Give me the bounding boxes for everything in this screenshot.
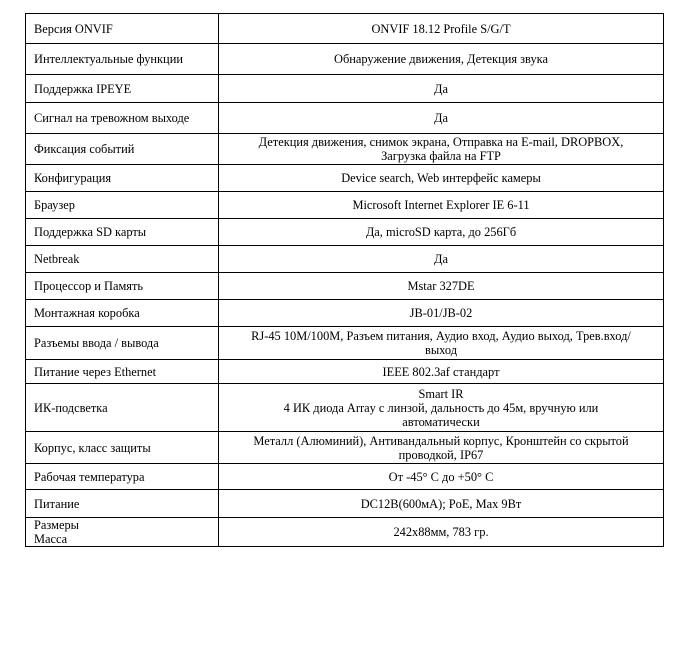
- spec-row: [26, 360, 664, 384]
- spec-label: Рабочая температура: [26, 464, 219, 490]
- spec-label: Браузер: [26, 192, 219, 219]
- spec-table: [25, 13, 664, 547]
- spec-row: [26, 384, 664, 432]
- spec-label: Питание: [26, 490, 219, 518]
- spec-row: [26, 327, 664, 360]
- spec-row: [26, 103, 664, 134]
- spec-value: Металл (Алюминий), Антивандальный корпус, Кронштейн со скрытой проводкой, IP67: [219, 432, 664, 464]
- spec-table-body: [26, 14, 664, 547]
- spec-value: Device search, Web интерфейс камеры: [219, 165, 664, 192]
- spec-row: [26, 490, 664, 518]
- spec-row: [26, 14, 664, 44]
- spec-value: Smart IR 4 ИК диода Arrаy с линзой, дальность до 45м, вручную или автоматически: [219, 384, 664, 432]
- spec-value: JB-01/JB-02: [219, 300, 664, 327]
- spec-row: [26, 192, 664, 219]
- spec-label: Размеры Масса: [26, 518, 219, 547]
- spec-label: Сигнал на тревожном выходе: [26, 103, 219, 134]
- spec-row: [26, 219, 664, 246]
- spec-label: Монтажная коробка: [26, 300, 219, 327]
- spec-value: От -45° C до +50° C: [219, 464, 664, 490]
- spec-row: [26, 44, 664, 75]
- spec-row: [26, 75, 664, 103]
- spec-row: [26, 300, 664, 327]
- spec-row: [26, 432, 664, 464]
- spec-row: [26, 165, 664, 192]
- spec-value: Microsoft Internet Explorer IE 6-11: [219, 192, 664, 219]
- spec-label: Поддержка SD карты: [26, 219, 219, 246]
- spec-row: [26, 518, 664, 547]
- spec-value: Да, microSD карта, до 256Гб: [219, 219, 664, 246]
- spec-label: Netbreak: [26, 246, 219, 273]
- spec-value: IEEE 802.3af стандарт: [219, 360, 664, 384]
- spec-value: Обнаружение движения, Детекция звука: [219, 44, 664, 75]
- spec-value: 242x88мм, 783 гр.: [219, 518, 664, 547]
- spec-label: Версия ONVIF: [26, 14, 219, 44]
- spec-value: Детекция движения, снимок экрана, Отправка на E-mail, DROPBOX, Загрузка файла на FTP: [219, 134, 664, 165]
- spec-value: DC12B(600мА); PoE, Max 9Вт: [219, 490, 664, 518]
- spec-row: [26, 246, 664, 273]
- spec-value: Да: [219, 103, 664, 134]
- spec-value: Mstar 327DE: [219, 273, 664, 300]
- spec-label: Поддержка IPEYE: [26, 75, 219, 103]
- spec-row: [26, 134, 664, 165]
- spec-label: Питание через Ethernet: [26, 360, 219, 384]
- spec-value: RJ-45 10M/100M, Разъем питания, Аудио вход, Аудио выход, Трев.вход/выход: [219, 327, 664, 360]
- spec-row: [26, 273, 664, 300]
- spec-label: Фиксация событий: [26, 134, 219, 165]
- spec-label: Конфигурация: [26, 165, 219, 192]
- spec-label: Процессор и Память: [26, 273, 219, 300]
- spec-value: Да: [219, 75, 664, 103]
- spec-value: ONVIF 18.12 Profile S/G/T: [219, 14, 664, 44]
- spec-label: Разъемы ввода / вывода: [26, 327, 219, 360]
- spec-label: ИК-подсветка: [26, 384, 219, 432]
- spec-row: [26, 464, 664, 490]
- spec-value: Да: [219, 246, 664, 273]
- spec-label: Корпус, класс защиты: [26, 432, 219, 464]
- spec-label: Интеллектуальные функции: [26, 44, 219, 75]
